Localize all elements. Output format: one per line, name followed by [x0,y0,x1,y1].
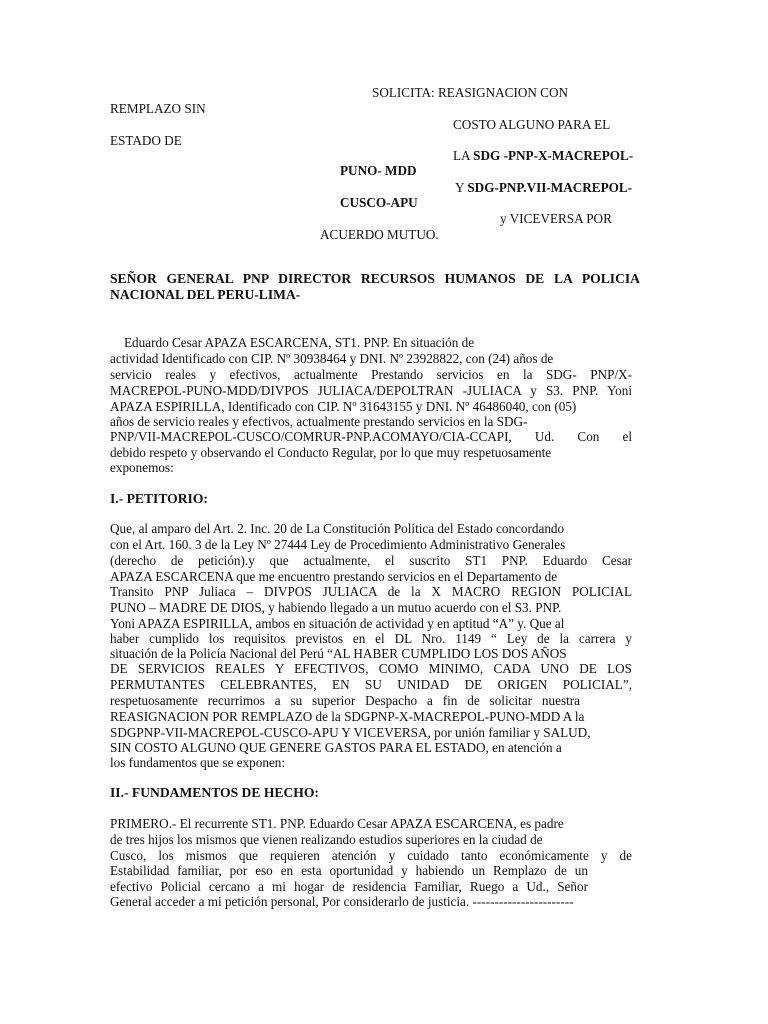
solicita-line-5 [453,148,633,164]
petitorio-line-1: Que, al amparo del Art. 2. Inc. 20 de La Constitución Política del Estado concordando [110,521,565,536]
intro-line-2: actividad Identificado con CIP. Nº 30938464 y DNI. Nº 23928822, con (24) años de [110,351,554,366]
petitorio-line-4: APAZA ESCARCENA que me encuentro prestando servicios en el Departamento de [110,569,558,584]
addressee-line-1: SEÑOR GENERAL PNP DIRECTOR RECURSOS HUMANOS DE LA POLICIA [110,271,640,286]
solicita-line-8: CUSCO-APU [340,195,418,210]
intro-line-6: años de servicio reales y efectivos, actualmente prestando servicios en la SDG- [110,414,528,429]
solicita-line-4: ESTADO DE [110,133,182,148]
fundamentos-line-3: Cusco, los mismos que requieren atención y cuidado tanto económicamente y de [110,848,632,863]
petitorio-line-6: PUNO – MADRE DE DIOS, y habiendo llegado a un mutuo acuerdo con el S3. PNP. [110,600,562,615]
petitorio-line-8: haber cumplido los requisitos previstos en el DL Nro. 1149 “ Ley de la carrera y [110,631,632,646]
petitorio-line-13: REASIGNACION POR REMPLAZO de la SDGPNP-X-MACREPOL-PUNO-MDD A la [110,709,585,724]
petitorio-heading: I.- PETITORIO: [110,491,208,506]
petitorio-line-10: DE SERVICIOS REALES Y EFECTIVOS, COMO MINIMO, CADA UNO DE LOS [110,661,632,676]
solicita-line-9: y VICEVERSA POR [500,211,612,226]
solicita-line-7-prefix: Y [455,180,468,195]
petitorio-line-15: SIN COSTO ALGUNO QUE GENERE GASTOS PARA EL ESTADO, en atención a [110,740,562,755]
intro-line-4: MACREPOL-PUNO-MDD/DIVPOS JULIACA/DEPOLTRAN -JULIACA y S3. PNP. Yoni [110,383,632,398]
petitorio-line-3: (derecho de petición).y que actualmente, el suscrito ST1 PNP. Eduardo Cesar [110,553,632,568]
intro-line-5: APAZA ESPIRILLA, Identificado con CIP. Nº 31643155 y DNI. Nº 46486040, con (05) [110,399,577,414]
fundamentos-line-5: efectivo Policial cercano a mi hogar de residencia Familiar, Ruego a Ud., Señor [110,879,588,894]
petitorio-line-9: situación de la Policía Nacional del Perú “AL HABER CUMPLIDO LOS DOS AÑOS [110,646,567,661]
intro-line-9: exponemos: [110,460,174,475]
solicita-line-7-unit: SDG-PNP.VII-MACREPOL- [467,180,633,195]
fundamentos-line-4: Estabilidad familiar, por eso en esta oportunidad y habiendo un Remplazo de un [110,863,588,878]
fundamentos-line-6: General acceder a mi petición personal, Por considerarlo de justicia. ----------------------- [110,894,574,909]
solicita-line-10: ACUERDO MUTUO. [320,227,439,242]
intro-line-8: debido respeto y observando el Conducto Regular, por lo que muy respetuosamente [110,445,552,460]
fundamentos-line-2: de tres hijos los mismos que vienen realizando estudios superiores en la ciudad de [110,832,543,847]
solicita-line-5-prefix: LA [453,148,474,163]
intro-line-7: PNP/VII-MACREPOL-CUSCO/COMRUR-PNP.ACOMAYO/CIA-CCAPI, Ud. Con el [110,429,632,444]
petitorio-line-12: respetuosamente recurrimos a su superior Despacho a fin de solicitar nuestra [110,693,580,708]
intro-line-1: Eduardo Cesar APAZA ESCARCENA, ST1. PNP. En situación de [124,335,475,350]
solicita-line-3: COSTO ALGUNO PARA EL [453,117,611,132]
addressee-line-2: NACIONAL DEL PERU-LIMA- [110,287,301,302]
solicita-line-7 [455,180,632,196]
solicita-line-1: SOLICITA: REASIGNACION CON [372,85,569,100]
solicita-line-2: REMPLAZO SIN [110,101,206,116]
petitorio-line-14: SDGPNP-VII-MACREPOL-CUSCO-APU Y VICEVERSA, por unión familiar y SALUD, [110,725,591,740]
solicita-line-6: PUNO- MDD [340,163,417,178]
petitorio-line-2: con el Art. 160. 3 de la Ley Nº 27444 Ley de Procedimiento Administrativo Generales [110,537,566,552]
petitorio-line-16: los fundamentos que se exponen: [110,755,286,770]
solicita-line-5-unit: SDG -PNP-X-MACREPOL- [473,148,634,163]
petitorio-line-5: Transito PNP Juliaca – DIVPOS JULIACA de la X MACRO REGION POLICIAL [110,584,632,599]
petitorio-line-11: PERMUTANTES CELEBRANTES, EN SU UNIDAD DE ORIGEN POLICIAL”, [110,677,632,692]
fundamentos-line-1: PRIMERO.- El recurrente ST1. PNP. Eduardo Cesar APAZA ESCARCENA, es padre [110,816,564,831]
intro-line-3: servicio reales y efectivos, actualmente Prestando servicios en la SDG- PNP/X- [110,367,632,382]
petitorio-line-7: Yoni APAZA ESPIRILLA, ambos en situación de actividad y en aptitud “A” y. Que al [110,616,565,631]
fundamentos-heading: II.- FUNDAMENTOS DE HECHO: [110,785,319,800]
